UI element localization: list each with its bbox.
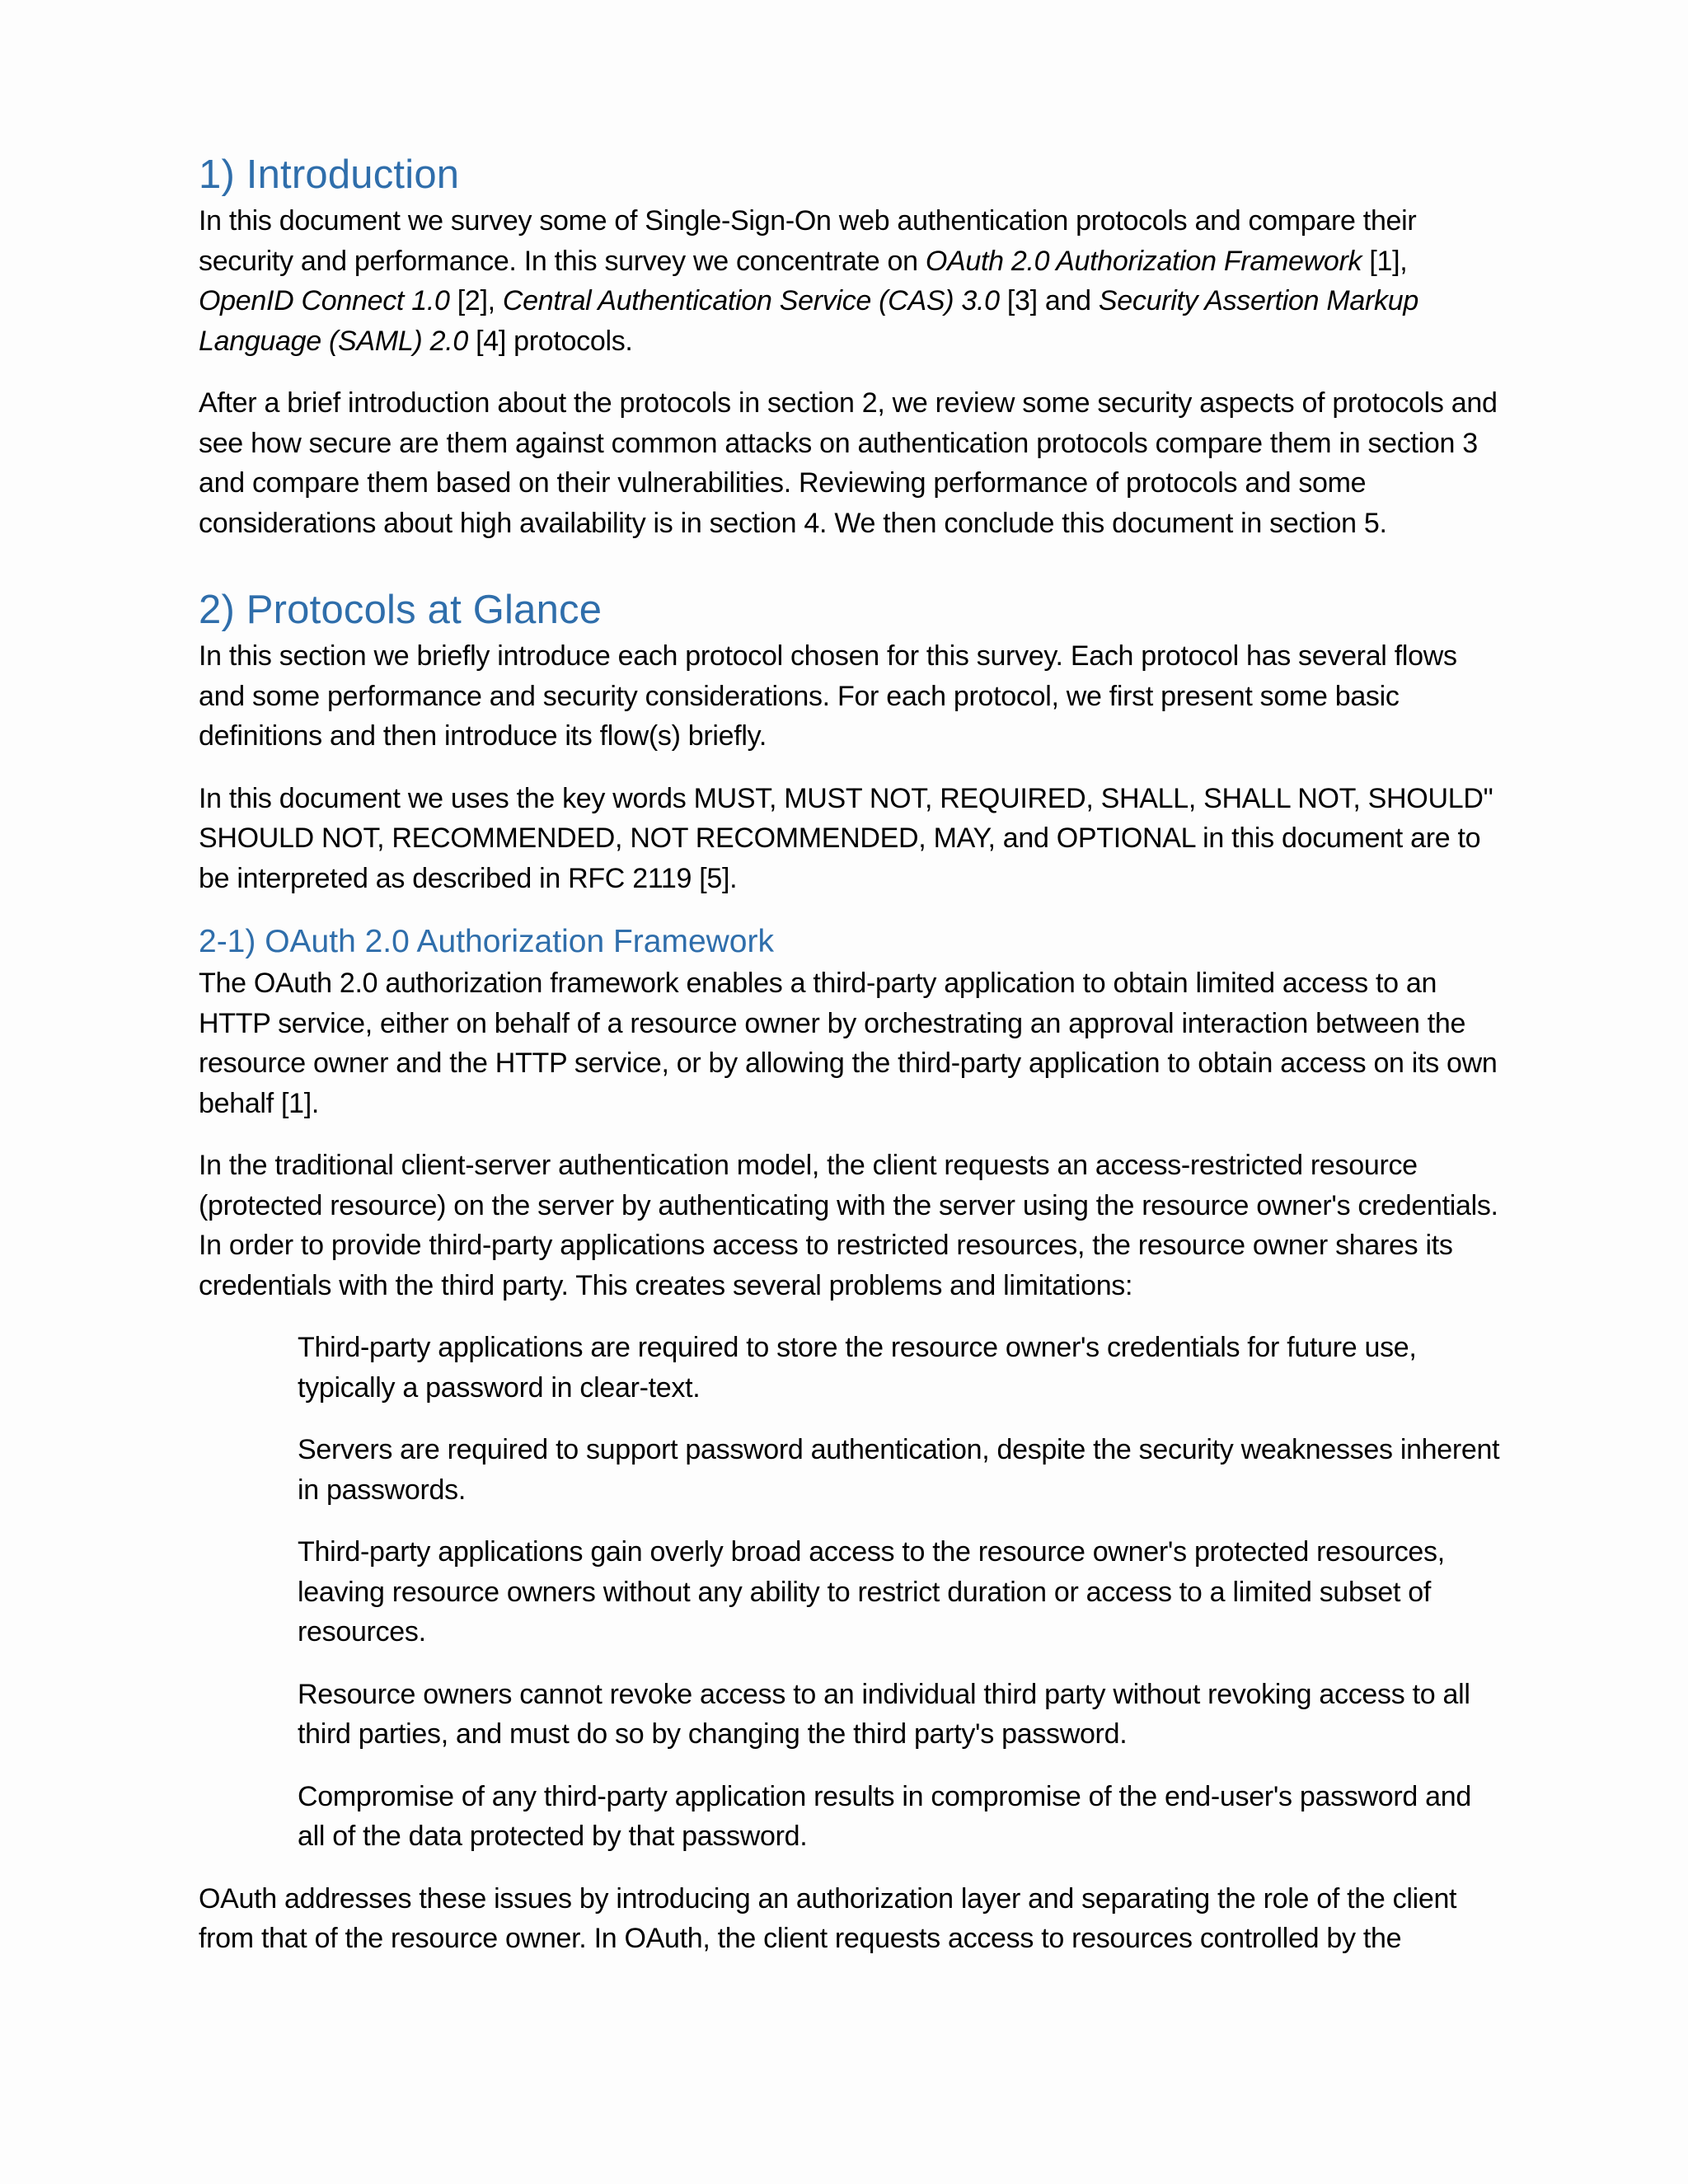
list-item: Resource owners cannot revoke access to an individual third party without revoking access to all third parties, and must do so by changing the third party's password.	[298, 1678, 1470, 1750]
heading-protocols-at-glance: 2) Protocols at Glance	[199, 588, 603, 632]
oauth-paragraph-1: The OAuth 2.0 authorization framework enables a third-party application to obtain limited access to an HTTP service, either on behalf of a resource owner by orchestrating an approval interaction between the resource owner and the HTTP service, or by allowing the third-party application to obtain access on its own behalf [1].	[199, 968, 1498, 1119]
oauth-problems-list	[298, 1328, 1501, 1857]
intro-paragraph-2: After a brief introduction about the protocols in section 2, we review some security aspects of protocols and see how secure are them against common attacks on authentication protocols compare them in section 3 and compare them based on their vulnerabilities. Reviewing performance of protocols and some considerations about high availability is in section 4. We then conclude this document in section 5.	[199, 387, 1498, 539]
oauth-paragraph-2: In the traditional client-server authentication model, the client requests an access-restricted resource (protected resource) on the server by authenticating with the server using the resource owner's credentials. In order to provide third-party applications access to restricted resources, the resource owner shares its credentials with the third party. This creates several problems and limitations:	[199, 1150, 1498, 1301]
list-item: Third-party applications gain overly broad access to the resource owner's protected resources, leaving resource owners without any ability to restrict duration or access to a limited subset of resources.	[298, 1536, 1445, 1647]
intro-paragraph-1	[199, 201, 1501, 361]
ref-oauth-title: OAuth 2.0 Authorization Framework	[925, 245, 1362, 277]
intro-p1-text-3: [2],	[449, 285, 503, 316]
intro-p1-text-2: [1],	[1362, 245, 1408, 277]
oauth-paragraph-3: OAuth addresses these issues by introducing an authorization layer and separating the role of the client from that of the resource owner. In OAuth, the client requests access to resources controlled by the	[199, 1882, 1457, 1954]
list-item: Third-party applications are required to store the resource owner's credentials for future use, typically a password in clear-text.	[298, 1332, 1417, 1404]
intro-p1-text-5: [4] protocols.	[467, 325, 633, 357]
spacer	[199, 565, 1501, 583]
heading-introduction: 1) Introduction	[199, 152, 460, 197]
protocols-paragraph-2: In this document we uses the key words MUST, MUST NOT, REQUIRED, SHALL, SHALL NOT, SHOULD" SHOULD NOT, RECOMMENDED, NOT RECOMMENDED, MAY, and OPTIONAL in this document are to be interpreted as described in RFC 2119 [5].	[199, 782, 1493, 894]
intro-p1-text-1: In this document we survey some of Single-Sign-On web authentication protocols and compare their security and performance. In this survey we concentrate on	[199, 205, 1417, 277]
intro-p1-text-4: [3] and	[999, 285, 1099, 316]
heading-oauth-framework: 2-1) OAuth 2.0 Authorization Framework	[199, 924, 774, 959]
protocols-paragraph-1: In this section we briefly introduce each protocol chosen for this survey. Each protocol has several flows and some performance and security considerations. For each protocol, we first present some basic definitions and then introduce its flow(s) briefly.	[199, 640, 1457, 752]
ref-openid-title: OpenID Connect 1.0	[199, 285, 450, 316]
list-item: Servers are required to support password authentication, despite the security weaknesses inherent in passwords.	[298, 1434, 1500, 1506]
list-item: Compromise of any third-party application results in compromise of the end-user's password and all of the data protected by that password.	[298, 1780, 1471, 1852]
ref-cas-title: Central Authentication Service (CAS) 3.0	[502, 285, 1000, 316]
document-content	[199, 148, 1501, 1981]
ref-saml-title: Security Assertion Markup Language (SAML) 2.0	[199, 285, 1418, 357]
